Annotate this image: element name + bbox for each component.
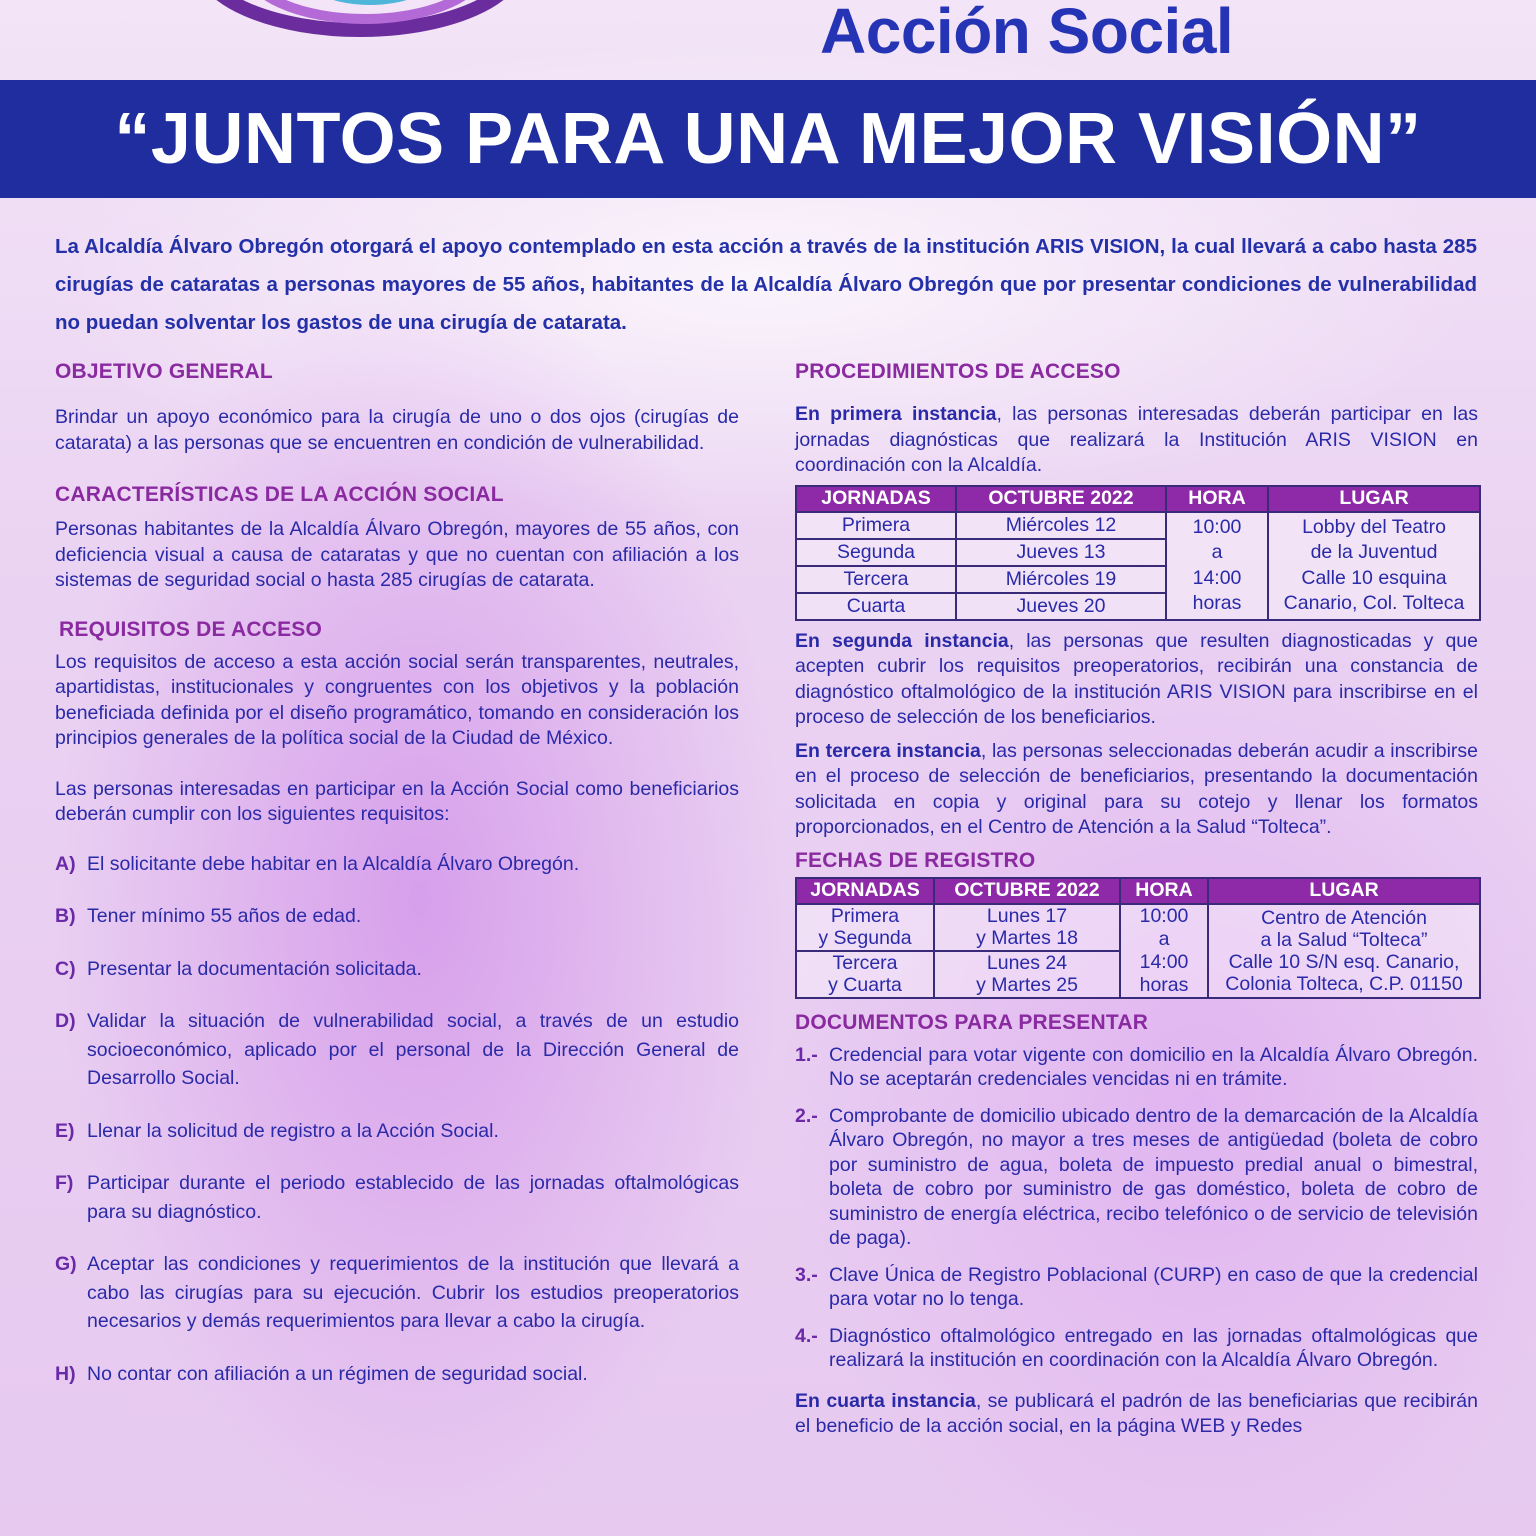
- list-item: F) Participar durante el periodo establecido de las jornadas oftalmológicas para su diagnóstico.: [55, 1172, 739, 1223]
- table-header: OCTUBRE 2022: [934, 878, 1120, 904]
- caracteristicas-text: Personas habitantes de la Alcaldía Álvaro Obregón, mayores de 55 años, con deficiencia visual a causa de cataratas y que no cuentan con afiliación a los sistemas de seguridad social o hasta 285 cirugías de catarata.: [55, 518, 739, 591]
- table-row: Cuarta Jueves 20: [796, 593, 1480, 620]
- list-item: D) Validar la situación de vulnerabilidad social, a través de un estudio socioeconómico, aplicado por el personal de la Dirección General de Desarrollo Social.: [55, 1010, 739, 1089]
- list-item: 2.- Comprobante de domicilio ubicado dentro de la demarcación de la Alcaldía Álvaro Obregón, no mayor a tres meses de antigüedad (boleta de cobro por suministro de agua, boleta de impuesto predial anual o bimestral, boleta de cobro por suministro de gas doméstico, boleta de cobro de suministro de energía eléctrica, recibo telefónico o de servicio de televisión de paga).: [795, 1104, 1478, 1249]
- table-row: Tercera Miércoles 19: [796, 566, 1480, 593]
- list-item: B) Tener mínimo 55 años de edad.: [55, 905, 362, 927]
- documentos-heading: DOCUMENTOS PARA PRESENTAR: [795, 1010, 1149, 1034]
- hora-cell: 10:00 a 14:00 horas: [1166, 512, 1268, 620]
- intro-paragraph: La Alcaldía Álvaro Obregón otorgará el apoyo contemplado en esta acción a través de la institución ARIS VISION, la cual llevará a cabo hasta 285 cirugías de cataratas a personas mayores de 55 años, habitantes de la Alcaldía Álvaro Obregón que por presentar condiciones de vulnerabilidad no puedan solventar los gastos de una cirugía de catarata.: [55, 235, 1477, 334]
- caracteristicas-heading: CARACTERÍSTICAS DE LA ACCIÓN SOCIAL: [55, 483, 504, 506]
- campaign-banner: “JUNTOS PARA UNA MEJOR VISIÓN”: [0, 80, 1536, 198]
- lugar-cell: Lobby del Teatro de la Juventud Calle 10 esquina Canario, Col. Tolteca: [1268, 512, 1480, 620]
- tercera-instancia-text: En tercera instancia, las personas seleccionadas deberán acudir a inscribirse en el proceso de selección de beneficiarios, presentando la documentación solicitada en copia y original para su cotejo y llenar los formatos proporcionados, en el Centro de Atención a la Salud “Tolteca”.: [795, 739, 1479, 838]
- table-header: HORA: [1120, 878, 1208, 904]
- table-row: Primera y Segunda Lunes 17 y Martes 18 10:00 a 14:00 horas Centro de Atención a la Salud “Tolteca” Calle 10 S/N esq. Canario, Colonia Tolteca, C.P. 01150: [796, 904, 1480, 951]
- table-row: Primera Miércoles 12 10:00 a 14:00 horas Lobby del Teatro de la Juventud Calle 10 esquina Canario, Col. Tolteca: [796, 512, 1480, 539]
- list-item: 3.- Clave Única de Registro Poblacional (CURP) en caso de que la credencial para votar no lo tenga.: [795, 1263, 1478, 1310]
- list-item: E) Llenar la solicitud de registro a la Acción Social.: [55, 1119, 499, 1142]
- table-header: JORNADAS: [796, 878, 934, 904]
- list-item: H) No contar con afiliación a un régimen de seguridad social.: [55, 1362, 588, 1385]
- table-header: JORNADAS: [796, 486, 956, 512]
- objetivo-text: Brindar un apoyo económico para la cirugía de uno o dos ojos (cirugías de catarata) a las personas que se encuentren en condición de vulnerabilidad.: [55, 406, 739, 454]
- list-item: 1.- Credencial para votar vigente con domicilio en la Alcaldía Álvaro Obregón. No se aceptarán credenciales vencidas ni en trámite.: [795, 1043, 1478, 1090]
- registro-table: [795, 877, 1481, 999]
- documentos-list: [795, 1043, 1478, 1373]
- procedimientos-heading: PROCEDIMIENTOS DE ACCESO: [795, 360, 1121, 383]
- registro-heading: FECHAS DE REGISTRO: [795, 848, 1036, 872]
- table-header: OCTUBRE 2022: [956, 486, 1166, 512]
- lugar-cell: Centro de Atención a la Salud “Tolteca” Calle 10 S/N esq. Canario, Colonia Tolteca, C.P. 01150: [1208, 904, 1480, 998]
- requisitos-text-1: Los requisitos de acceso a esta acción social serán transparentes, neutrales, apartidistas, institucionales y congruentes con los objetivos y la población beneficiada definida por el diseño programático, tomando en consideración los principios generales de la política social de la Ciudad de México.: [55, 650, 739, 749]
- list-item: 4.- Diagnóstico oftalmológico entregado en las jornadas oftalmológicas que realizará la institución en coordinación con la Alcaldía Álvaro Obregón.: [795, 1324, 1478, 1371]
- left-column: [55, 360, 739, 1388]
- eye-logo-icon: [190, 0, 530, 40]
- table-header: LUGAR: [1208, 878, 1480, 904]
- requisitos-heading: REQUISITOS DE ACCESO: [59, 617, 323, 641]
- objetivo-heading: OBJETIVO GENERAL: [55, 360, 273, 383]
- cuarta-instancia-text: En cuarta instancia, se publicará el padrón de las beneficiarias que recibirán el beneficio de la acción social, en la página WEB y Redes: [795, 1389, 1478, 1437]
- table-header: HORA: [1166, 486, 1268, 512]
- requisitos-list: [55, 850, 739, 1389]
- brand-title: Acción Social: [820, 0, 1234, 67]
- segunda-instancia-text: En segunda instancia, las personas que resulten diagnosticadas y que acepten cubrir los requisitos preoperatorios, recibirán una constancia de diagnóstico oftalmológico de la institución ARIS VISION para inscribirse en el proceso de selección de los beneficiarios.: [795, 629, 1478, 728]
- primera-instancia-text: En primera instancia, las personas interesadas deberán participar en las jornadas diagnósticas que realizará la Institución ARIS VISION en coordinación con la Alcaldía.: [795, 403, 1478, 476]
- jornadas-table: [795, 485, 1481, 621]
- hora-cell: 10:00 a 14:00 horas: [1120, 904, 1208, 998]
- table-row: Tercera y Cuarta Lunes 24 y Martes 25: [796, 951, 1480, 998]
- requisitos-text-2: Las personas interesadas en participar en la Acción Social como beneficiarios deberán cumplir con los siguientes requisitos:: [55, 777, 739, 825]
- list-item: A) El solicitante debe habitar en la Alcaldía Álvaro Obregón.: [55, 852, 580, 875]
- right-column: [795, 360, 1478, 1440]
- table-row: Segunda Jueves 13: [796, 539, 1480, 566]
- table-header: LUGAR: [1268, 486, 1480, 512]
- list-item: G) Aceptar las condiciones y requerimientos de la institución que llevará a cabo las cirugías para su ejecución. Cubrir los estudios preoperatorios necesarios y demás requerimientos para llevar a cabo la cirugía.: [55, 1253, 739, 1332]
- list-item: C) Presentar la documentación solicitada.: [55, 957, 422, 980]
